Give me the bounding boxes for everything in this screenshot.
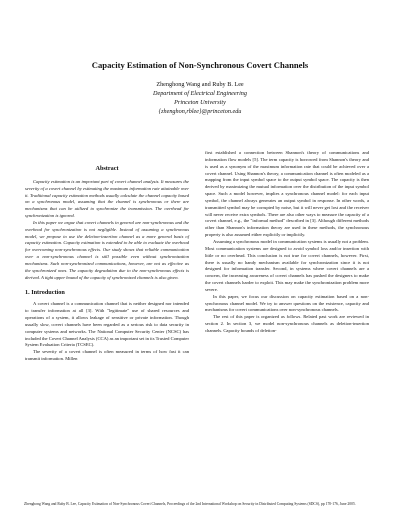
author-block [0,80,400,116]
body-paragraph: A covert channel is a communication channel that is neither designed nor intended to transfer information at all [3]. With "legitimate" use of shared resources and operations of a system, it allows leakage of sensitive or private information. Though usually slow, covert channels have been regarded as a serious risk to data security in computer systems and networks. The National Computer Security Center (NCSC) has included the Covert Channel Analysis (CCA) as an important set in its Trusted Computer System Evaluation Criteria (TCSEC). [25,301,189,348]
left-column [25,150,189,363]
abstract-heading: Abstract [95,165,119,172]
body-paragraph: In this paper, we focus our discussion on capacity estimation based on a non-synchronous channel model. We try to answer questions on the existence, capacity and mechanisms for covert communications over non-synchronous channels. [205,293,369,313]
introduction-heading: 1. Introduction [25,288,65,296]
body-paragraph: The severity of a covert channel is often measured in terms of how fast it can transmit information. Millen [25,349,189,362]
body-paragraph: Assuming a synchronous model in communication systems is usually not a problem. Most communication systems are designed to avoid symbol loss and/or insertion with little or no overhead. This conclusion is not true for covert channels, however. First, there is usually no handy mechanism available for synchronization since it is not designed for information transfer. Second, in systems where covert channels are a concern, the increasing awareness of covert channels has pushed the designers to make the covert channels harder to exploit. This may make the synchronization problem more severe. [205,238,369,292]
paper-title: Capacity Estimation of Non-Synchronous Covert Channels [91,60,309,70]
citation-footer: Zhenghong Wang and Ruby B. Lee, Capacity Estimation of Non-Synchronous Covert Channels, Proceedings of the 2nd International Workshop on Security in Distributed Computing Systems (SDCS), pp 170-176, June 2005. [24,502,356,506]
abstract-paragraph: In this paper we argue that covert channels in general are non-synchronous and the overhead for synchronization is not negligible. Instead of assuming a synchronous model, we propose to use the deletion-insertion channel as a more general basis of capacity estimation. Capacity estimation is extended to be able to evaluate the overhead for overcoming non-synchronous effects. Our study shows that reliable communication over a non-synchronous channel is still possible even without synchronization mechanisms. Such non-synchronized communications, however, are not as effective as the synchronized ones. The capacity degradation due to the non-synchronous effects is derived. A tight upper bound of the capacity of synchronized channels is also given. [25,219,189,280]
introduction-body [25,301,189,363]
abstract-body [25,179,189,282]
abstract-paragraph: Capacity estimation is an important part of covert channel analysis. It measures the severity of a covert channel by estimating the maximum information rate attainable over it. Traditional capacity estimation methods usually calculate the channel capacity based on a synchronous model, assuming that the channel is synchronous or there are mechanisms that can be utilized to synchronize the transmission. The overhead for synchronization is ignored. [25,178,189,219]
author-email: {zhenghon,rblee}@princeton.edu [158,108,242,115]
body-paragraph: The rest of this paper is organized as follows. Related past work are reviewed in section 2. In section 3, we model non-synchronous channels as deletion-insertion channels. Capacity bounds of deletion- [205,314,369,333]
right-column [205,150,369,335]
department: Department of Electrical Engineering [153,90,247,97]
university: Princeton University [174,99,226,106]
author-names: Zhenghong Wang and Ruby B. Lee [156,81,244,88]
body-paragraph: first established a connection between Shannon's theory of communications and information flow models [5]. The term capacity is borrowed from Shannon's theory and is used as a synonym of the maximum information rate that could be achieved over a covert channel. Using Shannon's theory, a communication channel is often modeled as a mapping from the input symbol space to the output symbol space. The capacity is then derived by maximizing the mutual information over the distribution of the input symbol space. Such a model however, implies a synchronous channel model: for each input symbol, the channel always generates an output symbol in response. In other words, a transmitted symbol may be corrupted by noise, but it will never get lost and the receiver will never receive extra symbols. There are also other ways to measure the capacity of a covert channel, e.g., the "informal method" described in [3]. Although different methods other than Shannon's information theory are used in these methods, the synchronous property is also assumed either explicitly or implicitly. [205,150,369,238]
